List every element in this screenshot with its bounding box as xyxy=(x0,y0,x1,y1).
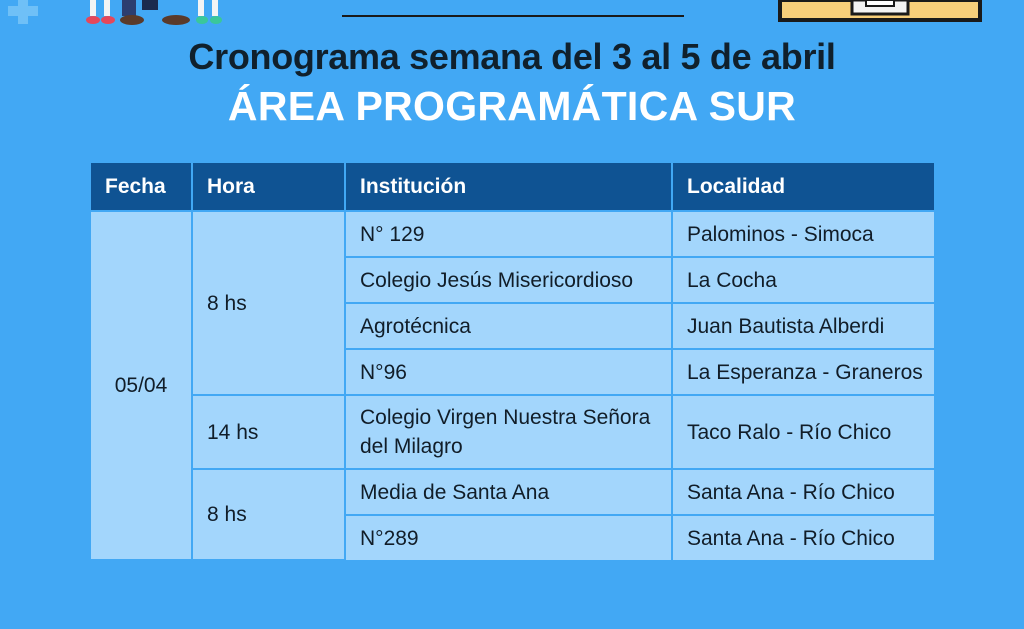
localidad-cell: Taco Ralo - Río Chico xyxy=(672,395,934,469)
page-title: Cronograma semana del 3 al 5 de abril xyxy=(188,36,836,77)
hora-cell: 14 hs xyxy=(192,395,345,469)
table-row xyxy=(91,211,934,257)
institucion-cell: Media de Santa Ana xyxy=(345,469,672,515)
institucion-cell: N°289 xyxy=(345,515,672,560)
institucion-cell: Colegio Jesús Misericordioso xyxy=(345,257,672,303)
institucion-cell: Agrotécnica xyxy=(345,303,672,349)
page-subtitle: ÁREA PROGRAMÁTICA SUR xyxy=(227,83,797,129)
divider-line xyxy=(342,15,684,17)
column-header-hora: Hora xyxy=(192,163,345,211)
schedule-table xyxy=(91,163,934,561)
localidad-cell: Juan Bautista Alberdi xyxy=(672,303,934,349)
hora-cell: 8 hs xyxy=(192,211,345,395)
table-row xyxy=(91,395,934,469)
hora-cell: 8 hs xyxy=(192,469,345,560)
institucion-cell: N° 129 xyxy=(345,211,672,257)
column-header-localidad: Localidad xyxy=(672,163,934,211)
people-illustration xyxy=(78,0,238,28)
column-header-institucion: Institución xyxy=(345,163,672,211)
fecha-cell: 05/04 xyxy=(91,211,192,560)
localidad-cell: Santa Ana - Río Chico xyxy=(672,469,934,515)
localidad-cell: Santa Ana - Río Chico xyxy=(672,515,934,560)
institucion-cell: Colegio Virgen Nuestra Señora del Milagro xyxy=(345,395,672,469)
localidad-cell: La Cocha xyxy=(672,257,934,303)
plus-icon xyxy=(6,0,48,28)
institucion-cell: N°96 xyxy=(345,349,672,395)
building-illustration xyxy=(776,0,986,24)
column-header-fecha: Fecha xyxy=(91,163,192,211)
localidad-cell: Palominos - Simoca xyxy=(672,211,934,257)
localidad-cell: La Esperanza - Graneros xyxy=(672,349,934,395)
table-header-row xyxy=(91,163,934,211)
table-row xyxy=(91,469,934,515)
